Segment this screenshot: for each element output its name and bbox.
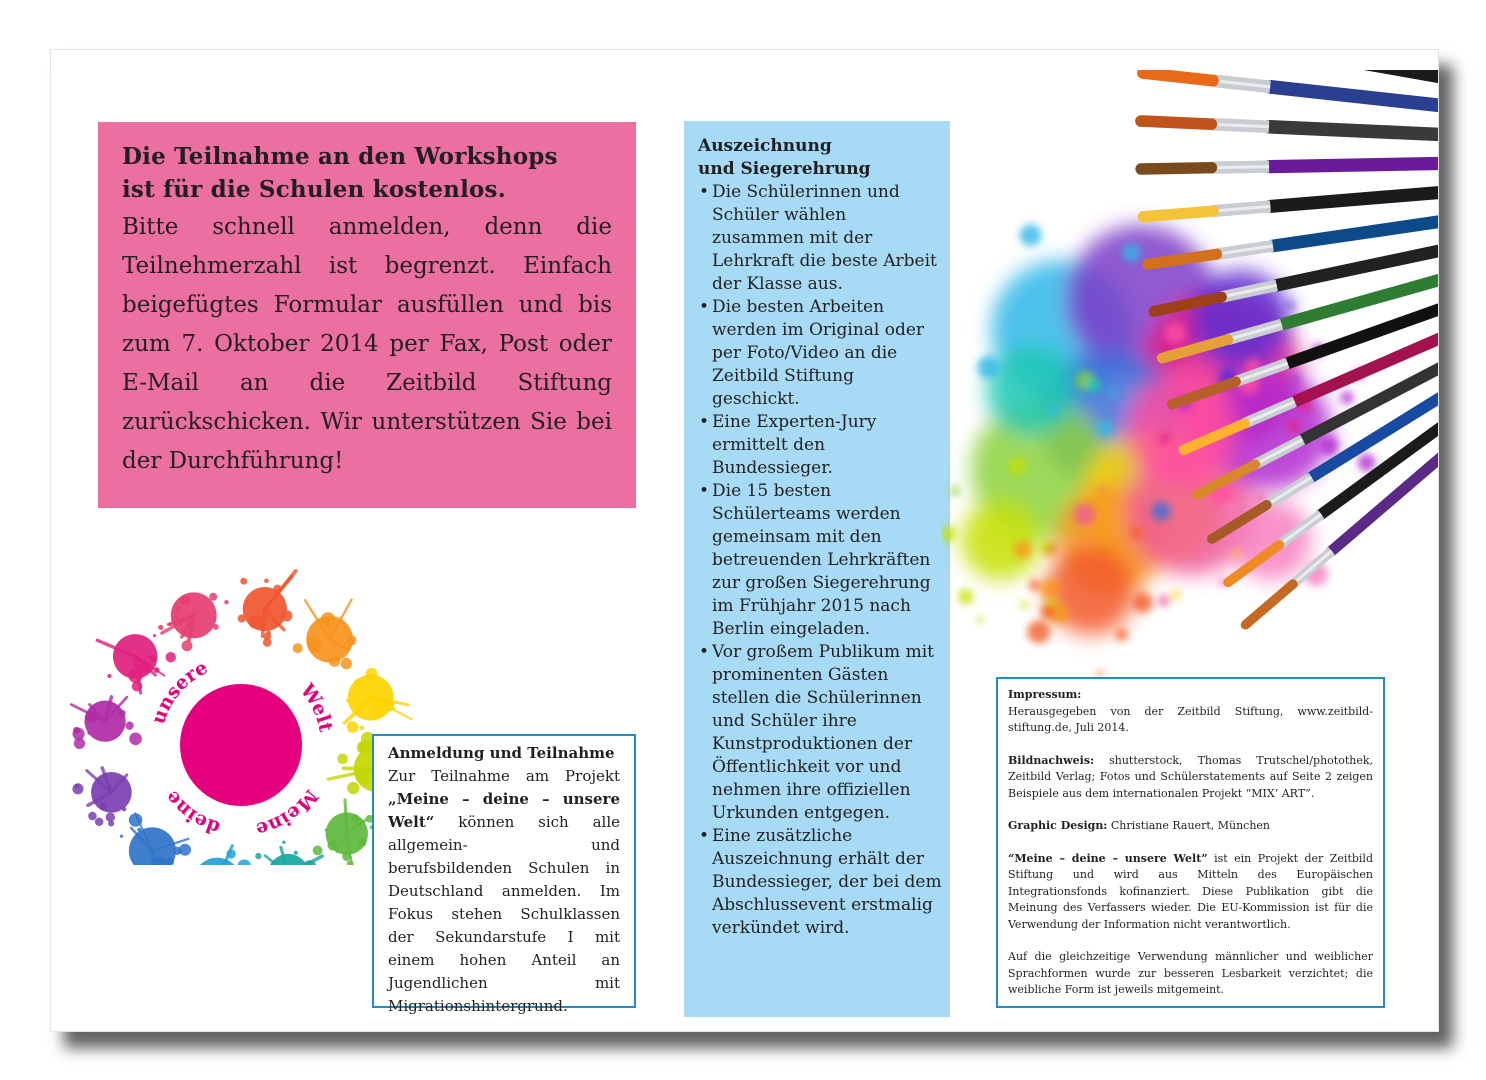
pink-heading-line2: ist für die Schulen kostenlos. [122,176,506,203]
impressum-label: Impressum: [1008,688,1082,701]
bildnachweis-text: shutterstock, Thomas Trutschel/photothek, Zeitbild Verlag; Fotos und Schülerstatements auf Seite 2 zeigen Beispiele aus dem internationalen Projekt “MIX‘ ART”. [1008,753,1373,800]
design-label: Graphic Design: [1008,819,1108,832]
impressum-paragraph [1008,687,1373,737]
logo-word-unsere: unsere [147,656,212,727]
bildnachweis-paragraph [1008,753,1373,803]
logo-word-meine: Meine [253,785,323,841]
design-text: Christiane Rauert, München [1107,819,1271,832]
registration-project-name: „Meine – deine – unsere Welt“ [388,790,620,831]
award-item: • Die besten Arbeiten werden im Original oder per Foto/Video an die Zeitbild Stiftung geschickt. [698,296,942,411]
svg-text:Welt [295,679,337,734]
award-item: • Die 15 besten Schülerteams werden gemeinsam mit den betreuenden Lehrkräften zur großen Siegerehrung im Frühjahr 2015 nach Berlin eingeladen. [698,480,942,641]
gender-paragraph: Auf die gleichzeitige Verwendung männlicher und weiblicher Sprachformen wurde zur besseren Lesbarkeit verzichtet; die weibliche Form ist jeweils mitgemeint. [1008,950,1373,996]
award-item: • Eine zusätzliche Auszeichnung erhält der Bundessieger, der bei dem Abschlussevent erstmalig verkündet wird. [698,825,942,940]
project-label: “Meine – deine – unsere Welt” [1008,851,1208,865]
brochure-page [50,49,1439,1032]
award-list [698,181,942,940]
logo-word-deine: deine [160,786,223,839]
paint-brushes-illustration [941,70,1438,710]
logo-circle [180,684,302,806]
pink-body-text: Bitte schnell anmelden, denn die Teilnehmerzahl ist begrenzt. Einfach beigefügtes Formular ausfüllen und bis zum 7. Oktober 2014 per Fax, Post oder E-Mail an die Zeitbild Stiftung zurückschicken. Wir unterstützen Sie bei der Durchführung! [122,214,612,474]
award-item: • Vor großem Publikum mit prominenten Gästen stellen die Schülerinnen und Schüler ihre Kunstproduktionen der Öffentlichkeit vor und nehmen ihre offiziellen Urkunden entgegen. [698,641,942,825]
award-box [684,121,950,1017]
award-title-line2: und Siegerehrung [698,159,871,179]
award-item: • Eine Experten-Jury ermittelt den Bundessieger. [698,411,942,480]
design-paragraph [1008,818,1373,835]
logo-word-welt: Welt [295,679,337,734]
project-text: ist ein Projekt der Zeitbild Stiftung und wird aus Mitteln des Europäischen Integrationsfonds kofinanziert. Diese Publikation gibt die Meinung des Verfassers wieder. Die EU-Kommission ist für die Verwendung der Information nicht verantwortlich. [1008,851,1373,931]
award-title-line1: Auszeichnung [698,136,832,156]
impressum-box [996,677,1385,1008]
registration-box [372,734,636,1015]
project-paragraph [1008,851,1373,934]
impressum-text: Herausgegeben von der Zeitbild Stiftung, www.zeitbild-stiftung.de, Juli 2014. [1008,704,1373,734]
award-item: • Die Schülerinnen und Schüler wählen zusammen mit der Lehrkraft die beste Arbeit der Klasse aus. [698,181,942,296]
bildnachweis-label: Bildnachweis: [1008,753,1095,767]
registration-text [388,765,620,1018]
pink-info-box [98,122,636,508]
pink-heading-line1: Die Teilnahme an den Workshops [122,143,558,170]
registration-text-after: können sich alle allgemein- und berufsbildenden Schulen in Deutschland anmelden. Im Fokus stehen Schulklassen der Sekundarstufe I mit einem hohen Anteil an Jugendlichen mit Migrationshintergrund. [388,813,620,1015]
registration-text-before: Zur Teilnahme am Projekt [388,767,620,785]
registration-title: Anmeldung und Teilnahme [388,744,615,762]
